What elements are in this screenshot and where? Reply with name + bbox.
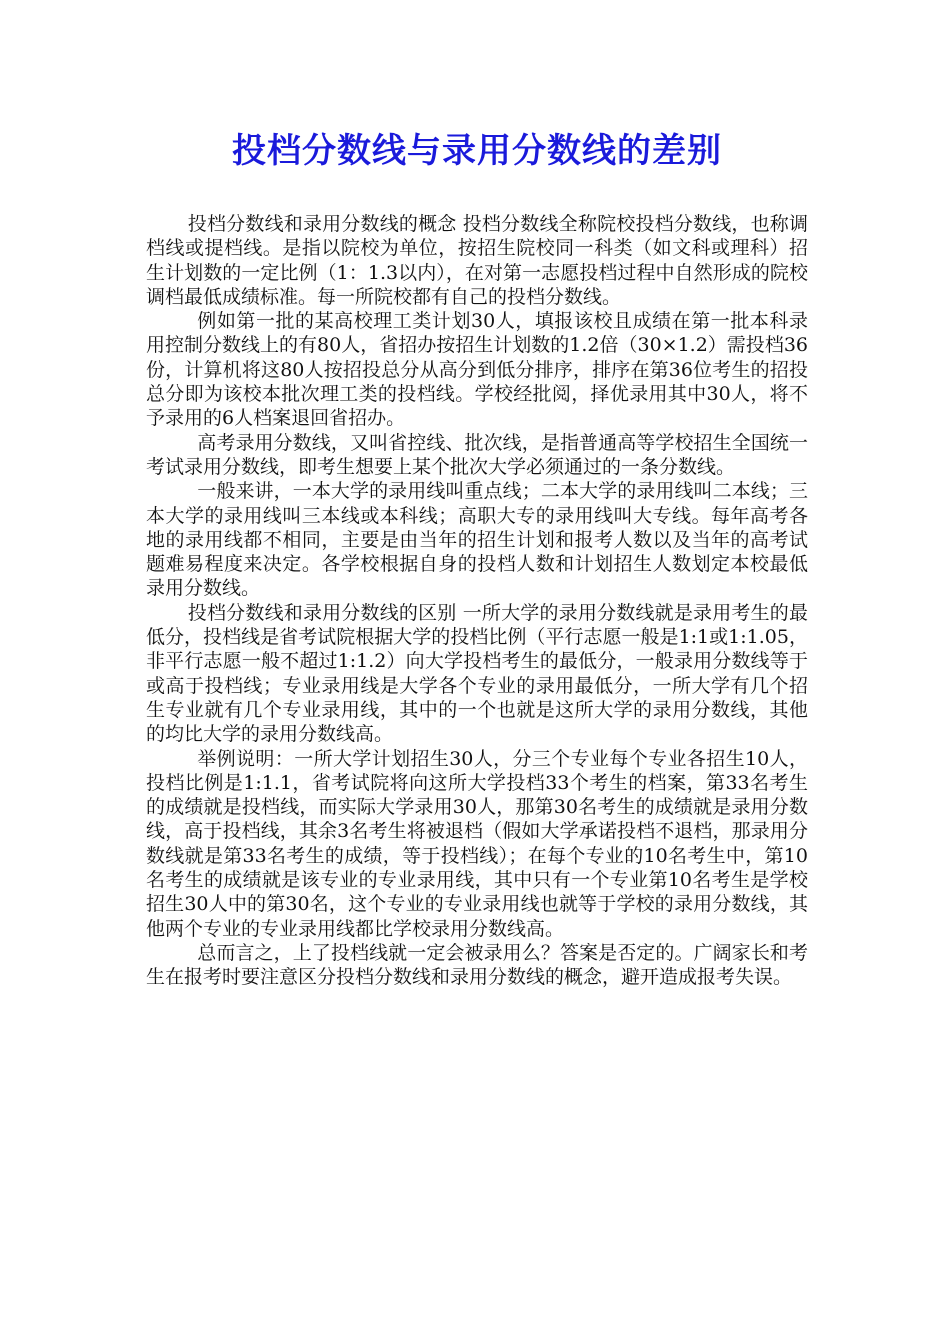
paragraph-admission-line: 高考录用分数线，又叫省控线、批次线，是指普通高等学校招生全国统一考试录用分数线，即考生想要上某个批次大学必须通过的一条分数线。 bbox=[146, 431, 808, 478]
paragraph-example-first-batch: 例如第一批的某高校理工类计划30人，填报该校且成绩在第一批本科录用控制分数线上的有80人，省招办按招生计划数的1.2倍（30×1.2）需投档36份，计算机将这80人按招投总分从高分到低分排序，排序在第36位考生的招投总分即为该校本批次理工类的投档线。学校经批阅，择优录用其中30人，将不予录用的6人档案退回省招办。 bbox=[146, 310, 808, 430]
paragraph-difference: 投档分数线和录用分数线的区别 一所大学的录用分数线就是录用考生的最低分，投档线是省考试院根据大学的投档比例（平行志愿一般是1:1或1:1.05，非平行志愿一般不超过1:1.2）向大学投档考生的最低分，一般录用分数线等于或高于投档线；专业录用线是大学各个专业的录用最低分，一所大学有几个招生专业就有几个专业录用线，其中的一个也就是这所大学的录用分数线，其他的均比大学的录用分数线高。 bbox=[146, 601, 808, 746]
document-body bbox=[146, 212, 808, 990]
document-title: 投档分数线与录用分数线的差别 bbox=[232, 131, 722, 171]
paragraph-concept: 投档分数线和录用分数线的概念 投档分数线全称院校投档分数线，也称调档线或提档线。是指以院校为单位，按招生院校同一科类（如文科或理科）招生计划数的一定比例（1：1.3以内），在对第一志愿投档过程中自然形成的院校调档最低成绩标准。每一所院校都有自己的投档分数线。 bbox=[146, 213, 808, 308]
paragraph-conclusion: 总而言之，上了投档线就一定会被录用么？答案是否定的。广阔家长和考生在报考时要注意区分投档分数线和录用分数线的概念，避开造成报考失误。 bbox=[146, 941, 808, 989]
document-page bbox=[146, 128, 808, 990]
paragraph-line-types: 一般来讲，一本大学的录用线叫重点线；二本大学的录用线叫二本线；三本大学的录用线叫三本线或本科线；高职大专的录用线叫大专线。每年高考各地的录用线都不相同，主要是由当年的招生计划和报考人数以及当年的高考试题难易程度来决定。各学校根据自身的投档人数和计划招生人数划定本校最低录用分数线。 bbox=[146, 480, 808, 600]
paragraph-illustration: 举例说明：一所大学计划招生30人，分三个专业每个专业各招生10人，投档比例是1:1.1，省考试院将向这所大学投档33个考生的档案，第33名考生的成绩就是投档线，而实际大学录用30人，那第30名考生的成绩就是录用分数线，高于投档线，其余3名考生将被退档（假如大学承诺投档不退档，那录用分数线就是第33名考生的成绩，等于投档线）；在每个专业的10名考生中，第10名考生的成绩就是该专业的专业录用线，其中只有一个专业第10名考生是学校招生30人中的第30名，这个专业的专业录用线也就等于学校的录用分数线，其他两个专业的专业录用线都比学校录用分数线高。 bbox=[146, 747, 808, 940]
